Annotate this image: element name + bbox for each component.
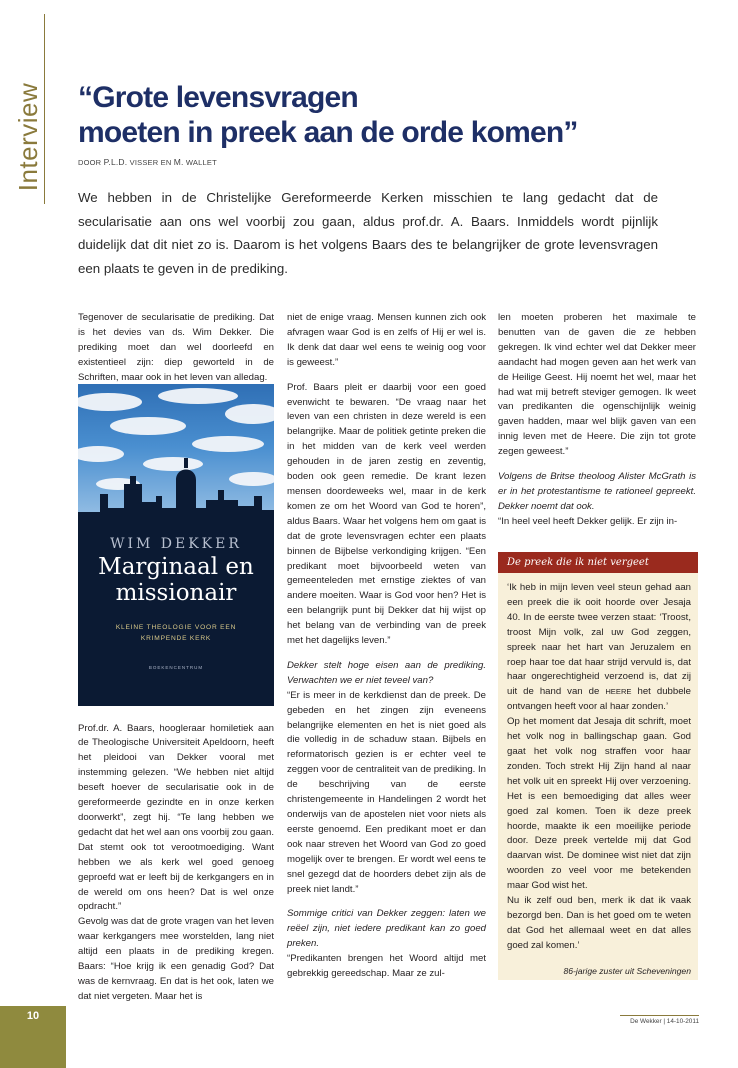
col1-paragraph-3: Gevolg was dat de grote vragen van het leven waar kerkgangers mee worstelden, lang niet altijd een plaats in de prediking kregen. Baars: “Hoe krijg ik een genadig God? Dat was de kernvraag. En dat is het ook, laten we dat niet vergeten. Maar het is — [78, 916, 274, 1002]
col3-question-1 — [498, 470, 696, 515]
sidebar-p1-start: ‘Ik heb in mijn leven veel steun gehad aan een preek die ik ooit hoorde over Jesaja 40. In de eerste twee verzen staat: ‘Troost, troost Mijn volk, zal uw God zeggen, spreek naar het hart van Jeruzalem en roep haar toe dat haar strijd vervuld is, dat haar ongerechtigheid verzoend is, dat zij uit de hand van de — [507, 582, 691, 698]
col2-paragraph-2: Prof. Baars pleit er daarbij voor een goed evenwicht te bewaren. “De vraag naar het leven van een christen in deze wereld is een belangrijke. Maar de politiek getinte preken die in het midden van de kerk veel werden gehouden in de jaren zestig en zeventig, boden ook geen remedie. De krant lezen mensen doordeweeks wel, maar in de kerk komen ze om het Woord van God te horen”, aldus Baars. Waar het volgens hem om gaat is dat de grote levensvragen echter een plaats binnen de Bijbelse verkondiging krijgen. “Een predikant moet bijvoorbeeld weten van gemeenteleden met ernstige ziektes of van andere moeiten. Waar is God voor hen? Het is een belangrijk punt bij Dekker dat hij wijst op het belang van de verbinding van de preek met het dagelijks leven.” — [287, 381, 486, 647]
sidebar-paragraph-3: Nu ik zelf oud ben, merk ik dat ik vaak bezorgd ben. Dan is het goed om te weten dat God het allemaal weet en dat alles goed zal komen.’ — [507, 895, 691, 951]
column-2 — [287, 311, 486, 982]
column-3 — [498, 311, 696, 530]
headline-line-2: moeten in preek aan de orde komen” — [78, 116, 578, 149]
sidebar-signature: 86-jarige zuster uit Scheveningen — [563, 965, 691, 976]
col2-question-1 — [287, 659, 486, 689]
col2-question-1-text: Dekker stelt hoge eisen aan de prediking. Verwachten we er niet teveel van? — [287, 659, 486, 686]
publication-footer: De Wekker | 14-10-2011 — [630, 1018, 699, 1025]
col2-paragraph-1: niet de enige vraag. Mensen kunnen zich ook afvragen waar God is en zelfs of Hij er wel is. Ik denk dat daar wel eens te weinig oog voor is geweest.” — [287, 312, 486, 368]
col1-paragraph-2: Prof.dr. A. Baars, hoogleraar homiletiek aan de Theologische Universiteit Apeldoorn, heeft het pleidooi van Dekker vooral met instemming gelezen. “We hebben niet altijd beseft hoever de secularisatie ook in de gereformeerde gezindte en in onze kerken doorwerkt”, zegt hij. “Te lang hebben we gedacht dat het wel aan ons voorbij zou gaan. Dat stemt ook tot verootmoediging. Want hebben we als kerk wel goed genoeg geproefd wat er leeft bij de kerkgangers en in de wereld om ons heen? Dat is wel onze opdracht.” — [78, 722, 274, 913]
byline-prefix: DOOR — [78, 158, 102, 167]
col3-paragraph-2: “In heel veel heeft Dekker gelijk. Er zijn in- — [498, 515, 678, 527]
col2-paragraph-4: “Predikanten brengen het Woord altijd met gebrekkig gereedschap. Maar ze zul- — [287, 953, 486, 980]
sidebar-p1-smallcaps: HEERE — [605, 687, 632, 697]
book-subtitle: KLEINE THEOLOGIE VOOR EEN KRIMPENDE KERK — [115, 624, 237, 642]
sidebar-paragraph-2: Op het moment dat Jesaja dit schrift, moet het volk nog in ballingschap gaan. God gaat het volk nog straffen voor haar zonden. Toch strekt Hij Zijn hand al naar het volk uit en spreekt Hij over verzoening. Het is een bemoediging dat alles weer goed zal komen. Toen ik deze preek hoorde, maakte ik een moeilijke periode door. Deze preek vertelde mij dat God daarvan wist. De dominee wist niet dat zijn woorden zo veel voor me betekenden maar God wist het. — [507, 716, 691, 892]
headline-line-1: “Grote levensvragen — [78, 81, 358, 114]
page-number: 10 — [26, 1010, 40, 1022]
sidebar-paragraph-1 — [507, 581, 691, 715]
col3-question-1-text: Volgens de Britse theoloog Alister McGrath is er in het protestantisme te rationeel gepreekt. Dekker noemt dat ook. — [498, 471, 696, 512]
sidebar-box — [498, 552, 698, 980]
byline-author1-name: VISSER — [129, 158, 159, 167]
byline-author2-name: WALLET — [185, 158, 217, 167]
col2-paragraph-3: “Er is meer in de kerkdienst dan de preek. De gebeden en het zingen zijn eveneens belangrijke elementen en het is niet goed als die volledig in de schaduw staan. Bijbels en reformatorisch gezien is er echter veel te zeggen voor de centraliteit van de prediking. In de beschrijving van de eerste christengemeente in Handelingen 2 wordt het onderwijs van de apostelen niet voor niets als eerste genoemd. Een predikant moet er dan ook naar streven het Woord van God zo goed mogelijk over te brengen. Er wordt wel eens te snel gezegd dat de hoorders debet zijn als de preek niet landt.” — [287, 689, 486, 895]
book-author: WIM DEKKER — [110, 536, 242, 552]
sidebar-p1-end: het dubbele ontvangen heeft voor al haar zonden.’ — [507, 686, 692, 713]
section-rule — [44, 14, 45, 204]
col2-question-2-text: Sommige critici van Dekker zeggen: laten we reëel zijn, niet iedere predikant kan zo goed preken. — [287, 908, 486, 950]
book-cover — [78, 384, 274, 706]
intro-paragraph: We hebben in de Christelijke Gereformeerde Kerken misschien te lang gedacht dat de secularisatie aan ons wel voorbij zou gaan, aldus prof.dr. A. Baars. Inmiddels wordt pijnlijk duidelijk dat dit niet zo is. Daarom is het volgens Baars des te belangrijker de grote levensvragen een plaats te geven in de prediking. — [78, 190, 658, 276]
byline-connector: EN — [160, 158, 172, 167]
col2-question-2 — [287, 907, 486, 952]
col3-paragraph-1: len moeten proberen het maximale te benutten van de gaven die ze hebben gekregen. Ik vind echter wel dat Dekker meer aandacht had mogen geven aan het werk van de Heilige Geest. Hij noemt het wel, maar het had wat mij betreft steviger gemogen. Ik weet van predikanten die ogenschijnlijk weinig gaven hadden, maar wel blijk gaven van een innig leven met de Heere. Die zijn tot grote zegen geweest.” — [498, 312, 696, 458]
sidebar-heading: De preek die ik niet vergeet — [498, 552, 698, 573]
sidebar-body — [498, 573, 698, 979]
book-title: Marginaal en missionair — [98, 554, 254, 606]
byline-author2-initials: M. — [173, 157, 184, 167]
article-headline — [78, 80, 638, 150]
byline-author1-initials: P.L.D. — [103, 157, 128, 167]
col1-paragraph-1: Tegenover de secularisatie de prediking. Dat is het devies van ds. Wim Dekker. Die prediking moet dan wel doorleefd en existentieel zijn: diep geworteld in de Schriften, maar ook in het leven van alledag. — [78, 312, 274, 383]
section-label: Interview — [13, 82, 43, 192]
book-publisher: BOEKENCENTRUM — [148, 665, 204, 670]
byline — [78, 157, 217, 167]
footer-rule — [620, 1015, 699, 1016]
